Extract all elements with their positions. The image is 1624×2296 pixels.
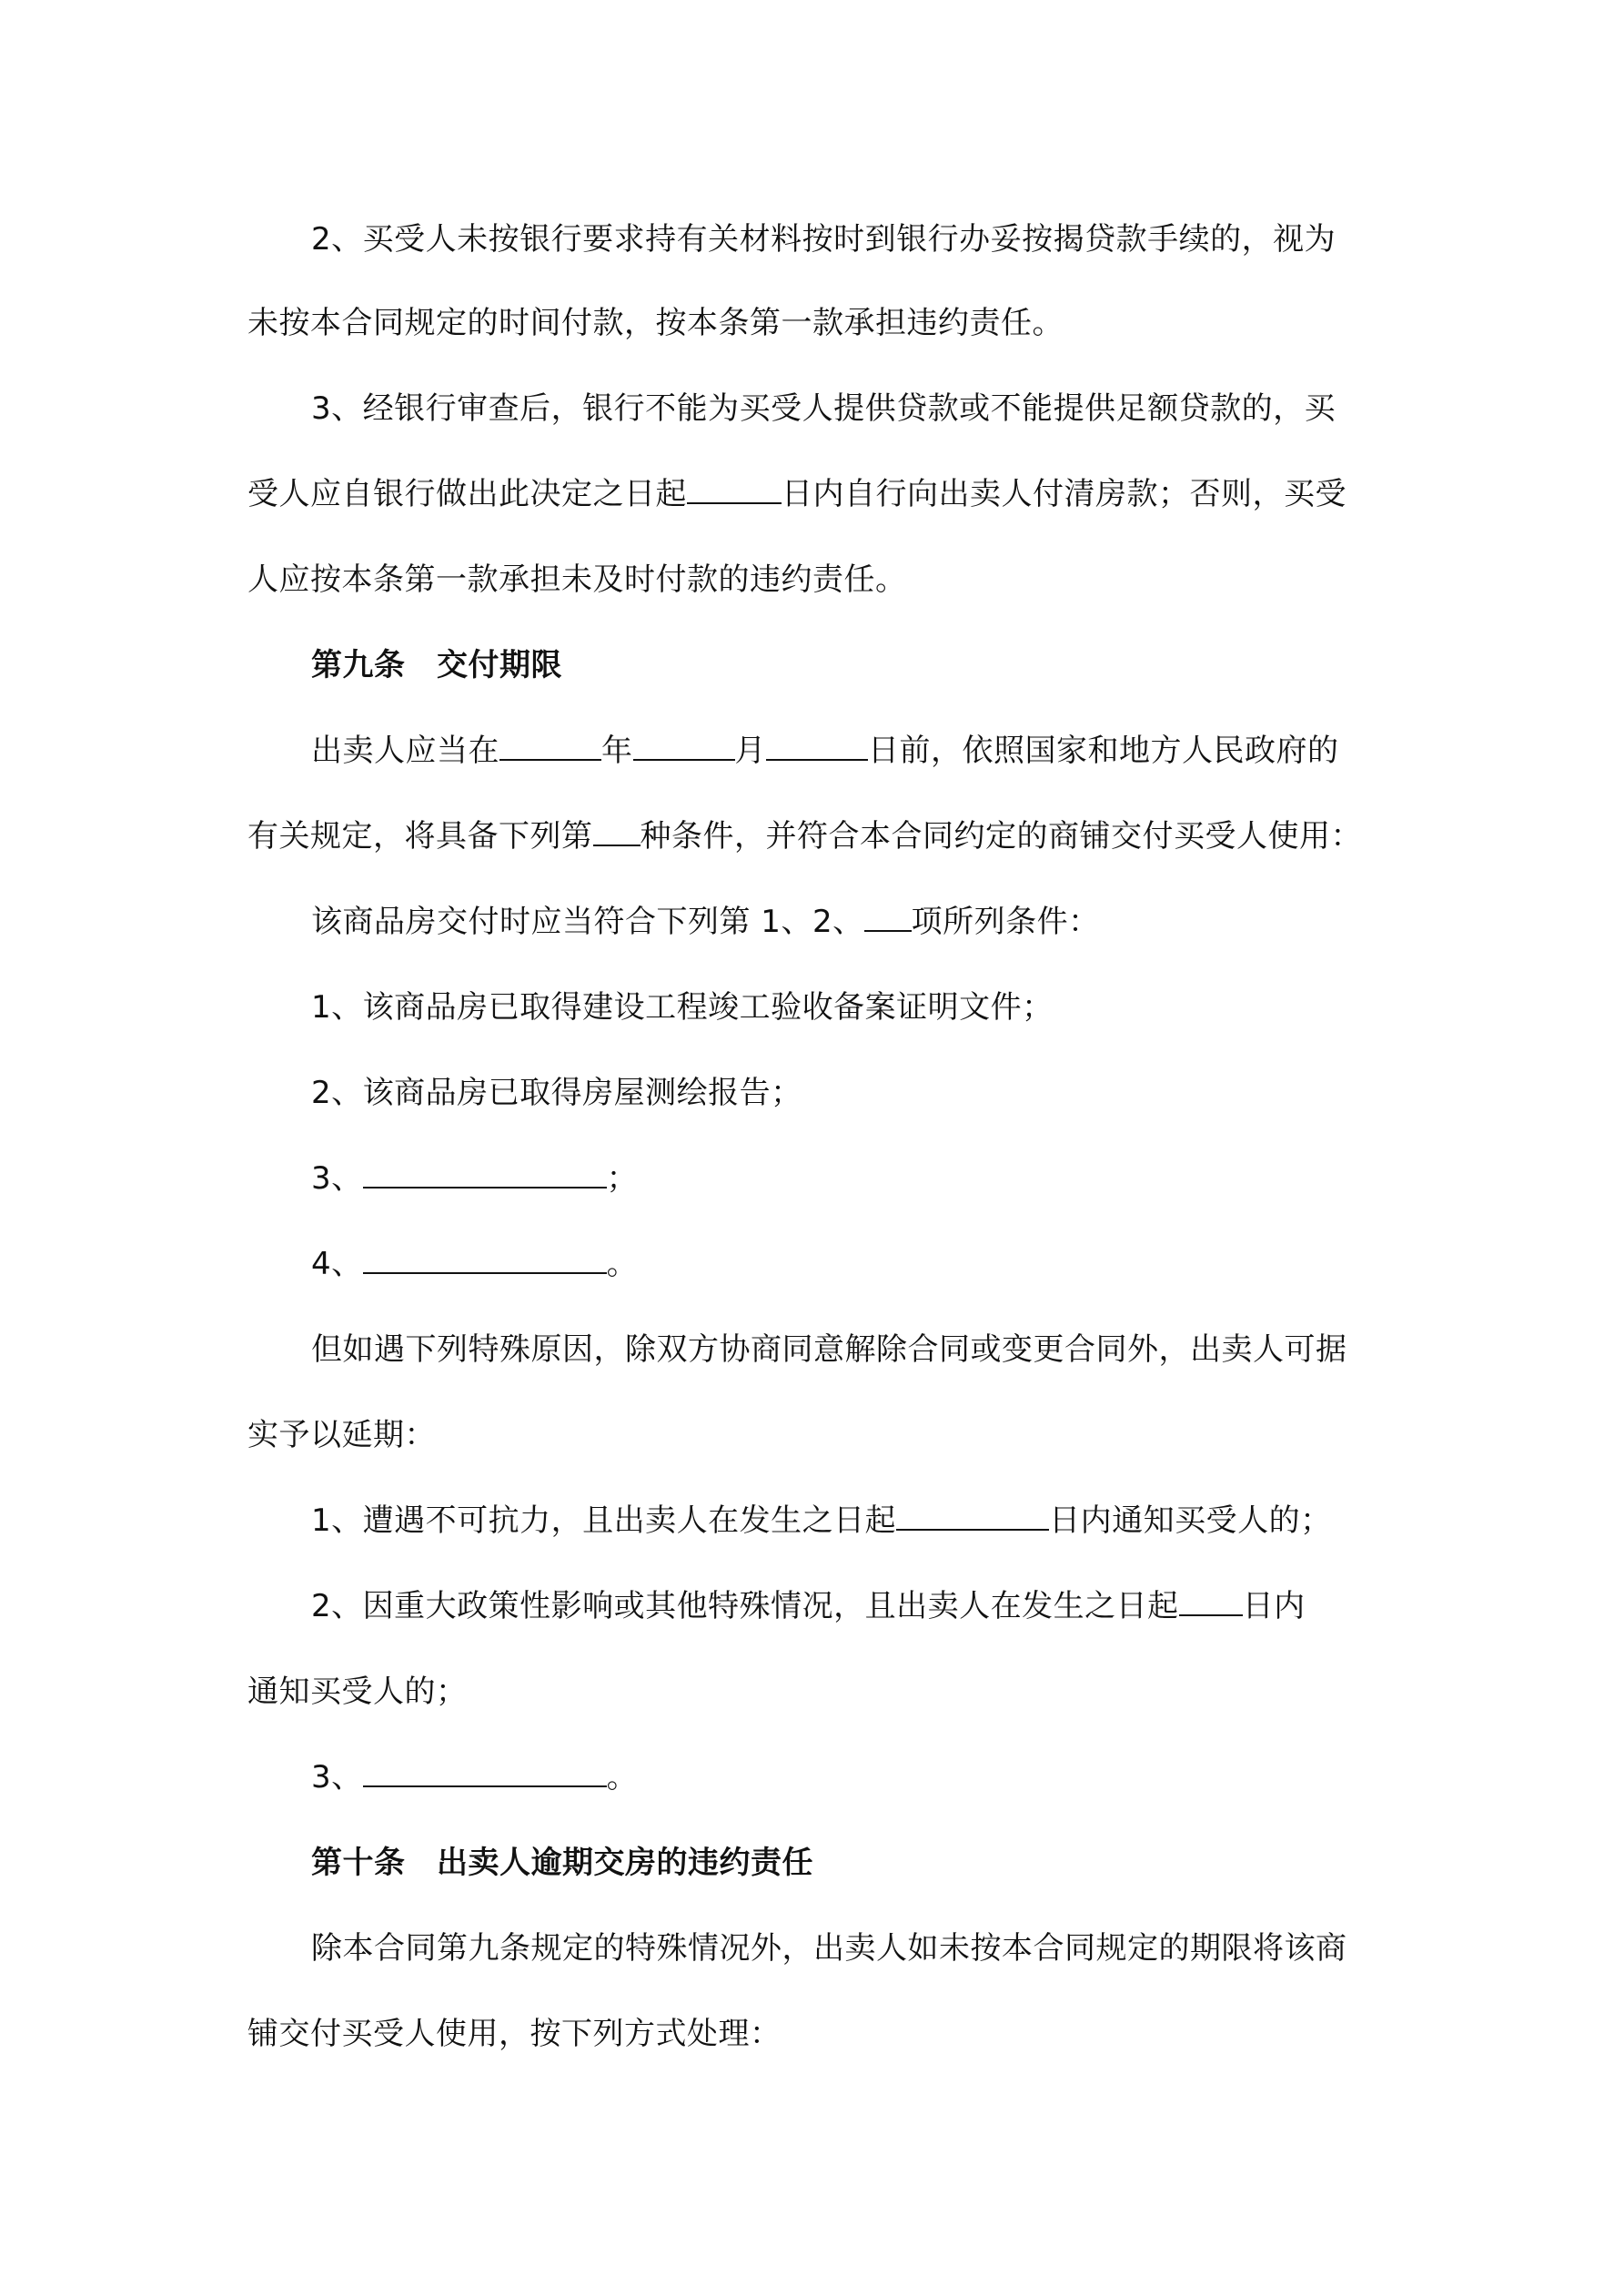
paragraph-line	[247, 1670, 1394, 1714]
text: 出卖人应当在	[311, 733, 499, 769]
fill-in-blank	[593, 817, 641, 846]
text: 月	[734, 733, 766, 769]
text: 铺交付买受人使用，按下列方式处理：	[247, 2016, 782, 2052]
text: 日前，依照国家和地方人民政府的	[868, 733, 1339, 769]
text: 有关规定，将具备下列第	[247, 818, 593, 855]
text: 年	[601, 733, 633, 769]
text: 该商品房交付时应当符合下列第 1、2、	[311, 904, 864, 940]
text: 人应按本条第一款承担未及时付款的违约责任。	[247, 561, 907, 598]
fill-in-blank	[363, 1758, 607, 1787]
text: 通知买受人的；	[247, 1674, 468, 1710]
list-item	[311, 1157, 1458, 1200]
paragraph-line	[311, 1328, 1458, 1371]
text: 日内通知买受人的；	[1049, 1502, 1332, 1539]
list-item	[311, 1755, 1458, 1799]
text: 但如遇下列特殊原因，除双方协商同意解除合同或变更合同外，出卖人可据	[311, 1331, 1347, 1368]
fill-in-blank	[766, 732, 868, 761]
heading-text: 第十条 出卖人逾期交房的违约责任	[311, 1845, 813, 1881]
text: 。	[606, 1759, 639, 1795]
text: 未按本合同规定的时间付款，按本条第一款承担违约责任。	[247, 305, 1064, 341]
text: 日内	[1242, 1588, 1306, 1624]
fill-in-blank	[363, 1245, 607, 1274]
paragraph-line	[311, 900, 1458, 944]
paragraph-line	[247, 301, 1394, 345]
text: 2、该商品房已取得房屋测绘报告；	[311, 1075, 802, 1111]
section-heading-article-10	[311, 1841, 1458, 1885]
text: 项所列条件：	[911, 904, 1100, 940]
text: 2、买受人未按银行要求持有关材料按时到银行办妥按揭贷款手续的，视为	[311, 221, 1337, 258]
heading-text: 第九条 交付期限	[311, 647, 562, 683]
text: ；	[606, 1160, 639, 1197]
section-heading-article-9	[311, 643, 1458, 687]
text: 1、该商品房已取得建设工程竣工验收备案证明文件；	[311, 989, 1054, 1026]
paragraph-line	[311, 729, 1458, 773]
paragraph-line	[247, 2012, 1394, 2056]
fill-in-blank	[896, 1502, 1049, 1531]
text: 。	[606, 1246, 639, 1282]
paragraph-line	[311, 1927, 1458, 1970]
text: 3、	[311, 1160, 363, 1197]
text: 实予以延期：	[247, 1417, 436, 1453]
paragraph-line	[247, 1413, 1394, 1457]
fill-in-blank	[499, 732, 601, 761]
fill-in-blank	[633, 732, 735, 761]
paragraph-line	[247, 814, 1394, 858]
fill-in-blank	[1179, 1587, 1243, 1616]
text: 除本合同第九条规定的特殊情况外，出卖人如未按本合同规定的期限将该商	[311, 1930, 1347, 1967]
text: 1、遭遇不可抗力，且出卖人在发生之日起	[311, 1502, 897, 1539]
list-item	[311, 1242, 1458, 1286]
text: 4、	[311, 1246, 363, 1282]
list-item	[311, 986, 1458, 1029]
list-item	[311, 1499, 1458, 1542]
list-item	[311, 1071, 1458, 1115]
fill-in-blank	[864, 903, 912, 932]
paragraph-line	[311, 387, 1458, 430]
text: 3、经银行审查后，银行不能为买受人提供贷款或不能提供足额贷款的，买	[311, 390, 1337, 427]
paragraph-line	[247, 558, 1394, 602]
fill-in-blank	[687, 475, 782, 504]
list-item	[311, 1584, 1458, 1628]
text: 受人应自银行做出此决定之日起	[247, 476, 687, 512]
text: 3、	[311, 1759, 363, 1795]
text: 2、因重大政策性影响或其他特殊情况，且出卖人在发生之日起	[311, 1588, 1179, 1624]
fill-in-blank	[363, 1159, 607, 1188]
text: 种条件，并符合本合同约定的商铺交付买受人使用：	[640, 818, 1362, 855]
paragraph-line	[311, 217, 1458, 261]
text: 日内自行向出卖人付清房款；否则，买受	[782, 476, 1347, 512]
paragraph-line	[247, 472, 1394, 516]
